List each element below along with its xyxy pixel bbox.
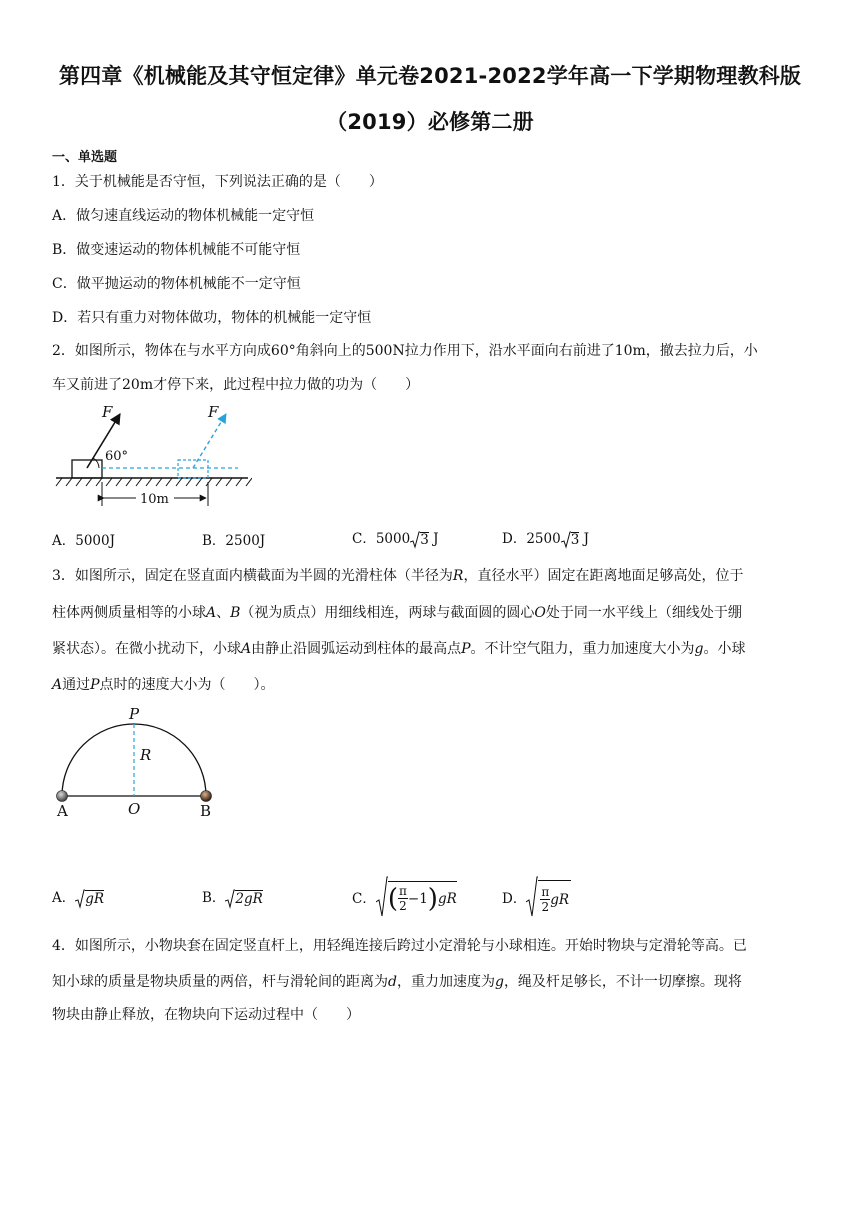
q1-option-d: D．若只有重力对物体做功，物体的机械能一定守恒 [52, 310, 372, 326]
block-final [178, 460, 208, 478]
sqrt-icon [225, 889, 235, 909]
ball-b [201, 791, 212, 802]
sqrt-icon [561, 531, 571, 549]
q4-stem-line1: 4．如图所示，小物块套在固定竖直杆上，用轻绳连接后跨过小定滑轮与小球相连。开始时物块与定滑轮等高。已 [52, 938, 747, 954]
radius-label: R [140, 746, 152, 764]
q3-stem-line4: A通过P点时的速度大小为（ ）。 [52, 677, 275, 693]
section-heading: 一、单选题 [52, 150, 118, 165]
q2-stem-line1: 2．如图所示，物体在与水平方向成60°角斜向上的500N拉力作用下，沿水平面向右前进了10m，撤去拉力后，小 [52, 343, 758, 359]
q3-option-d: D． π 2 gR [502, 876, 571, 918]
ball-b-label: B [200, 802, 212, 820]
distance-label: 10m [140, 492, 169, 507]
force-label-moved: F [208, 403, 219, 421]
force-label: F [102, 403, 113, 421]
q1-option-a: A．做匀速直线运动的物体机械能一定守恒 [52, 208, 315, 224]
q2-option-c: C．5000 3 J [352, 531, 439, 548]
q1-option-c: C．做平抛运动的物体机械能不一定守恒 [52, 276, 301, 292]
q2-option-b: B．2500J [202, 533, 266, 549]
q1-stem: 1．关于机械能是否守恒，下列说法正确的是（ ） [52, 174, 383, 190]
ball-a-label: A [57, 802, 68, 820]
q2-option-a: A．5000J [52, 533, 116, 549]
q3-stem-line1: 3．如图所示，固定在竖直面内横截面为半圆的光滑柱体（半径为R，直径水平）固定在距离地面足够高处，位于 [52, 568, 744, 584]
q3-stem-line2: 柱体两侧质量相等的小球A、B（视为质点）用细线相连，两球与截面圆的圆心O处于同一水平线上（细线处于绷 [52, 605, 742, 621]
ground-hatch [56, 478, 252, 486]
angle-label: 60° [105, 449, 129, 464]
force-arrow-moved [193, 414, 226, 468]
sqrt-icon [410, 531, 420, 549]
q4-stem-line2: 知小球的质量是物块质量的两倍，杆与滑轮间的距离为d，重力加速度为g，绳及杆足够长，不计一切摩擦。现将 [52, 974, 742, 990]
page-subtitle: （2019）必修第二册 [326, 110, 534, 134]
sqrt-icon [526, 876, 538, 918]
q3-stem-line3: 紧状态）。在微小扰动下，小球A由静止沿圆弧运动到柱体的最高点P。不计空气阻力，重力加速度大小为g。小球 [52, 641, 746, 657]
q3-option-c: C． ( π 2 −1 ) gR [352, 876, 457, 918]
center-o-label: O [128, 800, 141, 818]
q2-option-d: D．2500 3 J [502, 531, 589, 548]
ball-a [57, 791, 68, 802]
page-title: 第四章《机械能及其守恒定律》单元卷2021-2022学年高一下学期物理教科版 [58, 64, 802, 88]
q1-option-b: B．做变速运动的物体机械能不可能守恒 [52, 242, 301, 258]
q2-stem-line2: 车又前进了20m才停下来，此过程中拉力做的功为（ ） [52, 377, 420, 393]
q4-stem-line3: 物块由静止释放，在物块向下运动过程中（ ） [52, 1007, 360, 1023]
q3-option-b: B． 2gR [202, 890, 263, 907]
q3-figure [50, 702, 220, 824]
sqrt-icon [376, 876, 388, 918]
q2-figure [52, 402, 252, 510]
sqrt-icon [75, 889, 85, 909]
point-p-label: P [128, 705, 140, 723]
q3-option-a: A． gR [52, 890, 105, 907]
